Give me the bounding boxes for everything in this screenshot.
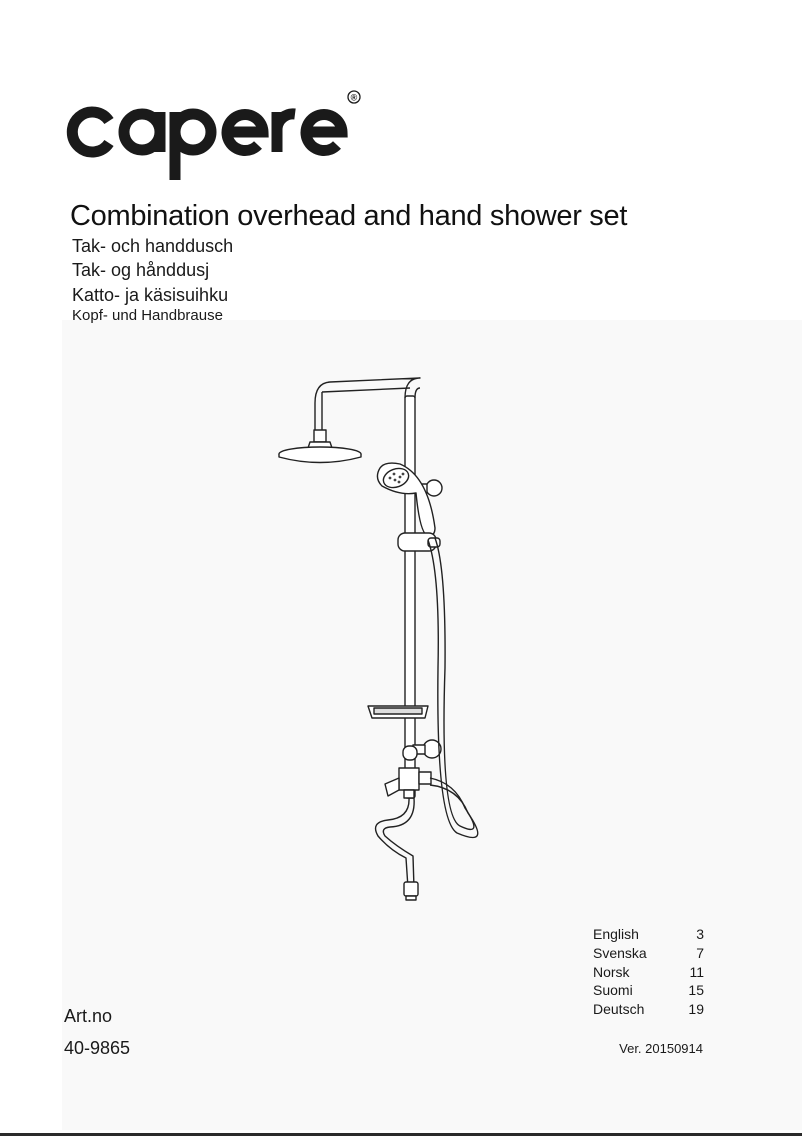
- toc-page: 15: [688, 982, 704, 999]
- toc-row: [593, 925, 704, 944]
- toc-page: 7: [696, 944, 704, 961]
- subtitle-norwegian: Tak- og hånddusj: [72, 260, 210, 280]
- svg-text:®: ®: [350, 92, 358, 103]
- subtitle-german: Kopf- und Handbrause: [72, 307, 223, 324]
- toc-row: [593, 981, 704, 1000]
- language-index: [593, 925, 704, 1019]
- version-label: Ver. 20150914: [619, 1041, 703, 1056]
- toc-language: Deutsch: [593, 1001, 645, 1018]
- capere-logo: [62, 84, 362, 184]
- shower-set-illustration: [270, 368, 500, 908]
- subtitle-swedish: Tak- och handdusch: [72, 236, 234, 256]
- toc-language: Svenska: [593, 944, 647, 961]
- toc-page: 19: [688, 1001, 704, 1018]
- article-number: 40-9865: [64, 1038, 131, 1058]
- toc-language: Suomi: [593, 982, 633, 999]
- article-number-label: Art.no: [64, 1006, 113, 1026]
- toc-row: [593, 1000, 704, 1019]
- toc-page: 3: [696, 926, 704, 942]
- subtitle-finnish: Katto- ja käsisuihku: [72, 285, 229, 305]
- toc-row: [593, 963, 704, 982]
- toc-language: English: [593, 926, 639, 942]
- toc-row: [593, 944, 704, 963]
- toc-page: 11: [689, 963, 704, 980]
- toc-language: Norsk: [593, 963, 630, 980]
- document-title: Combination overhead and hand shower set: [70, 200, 628, 232]
